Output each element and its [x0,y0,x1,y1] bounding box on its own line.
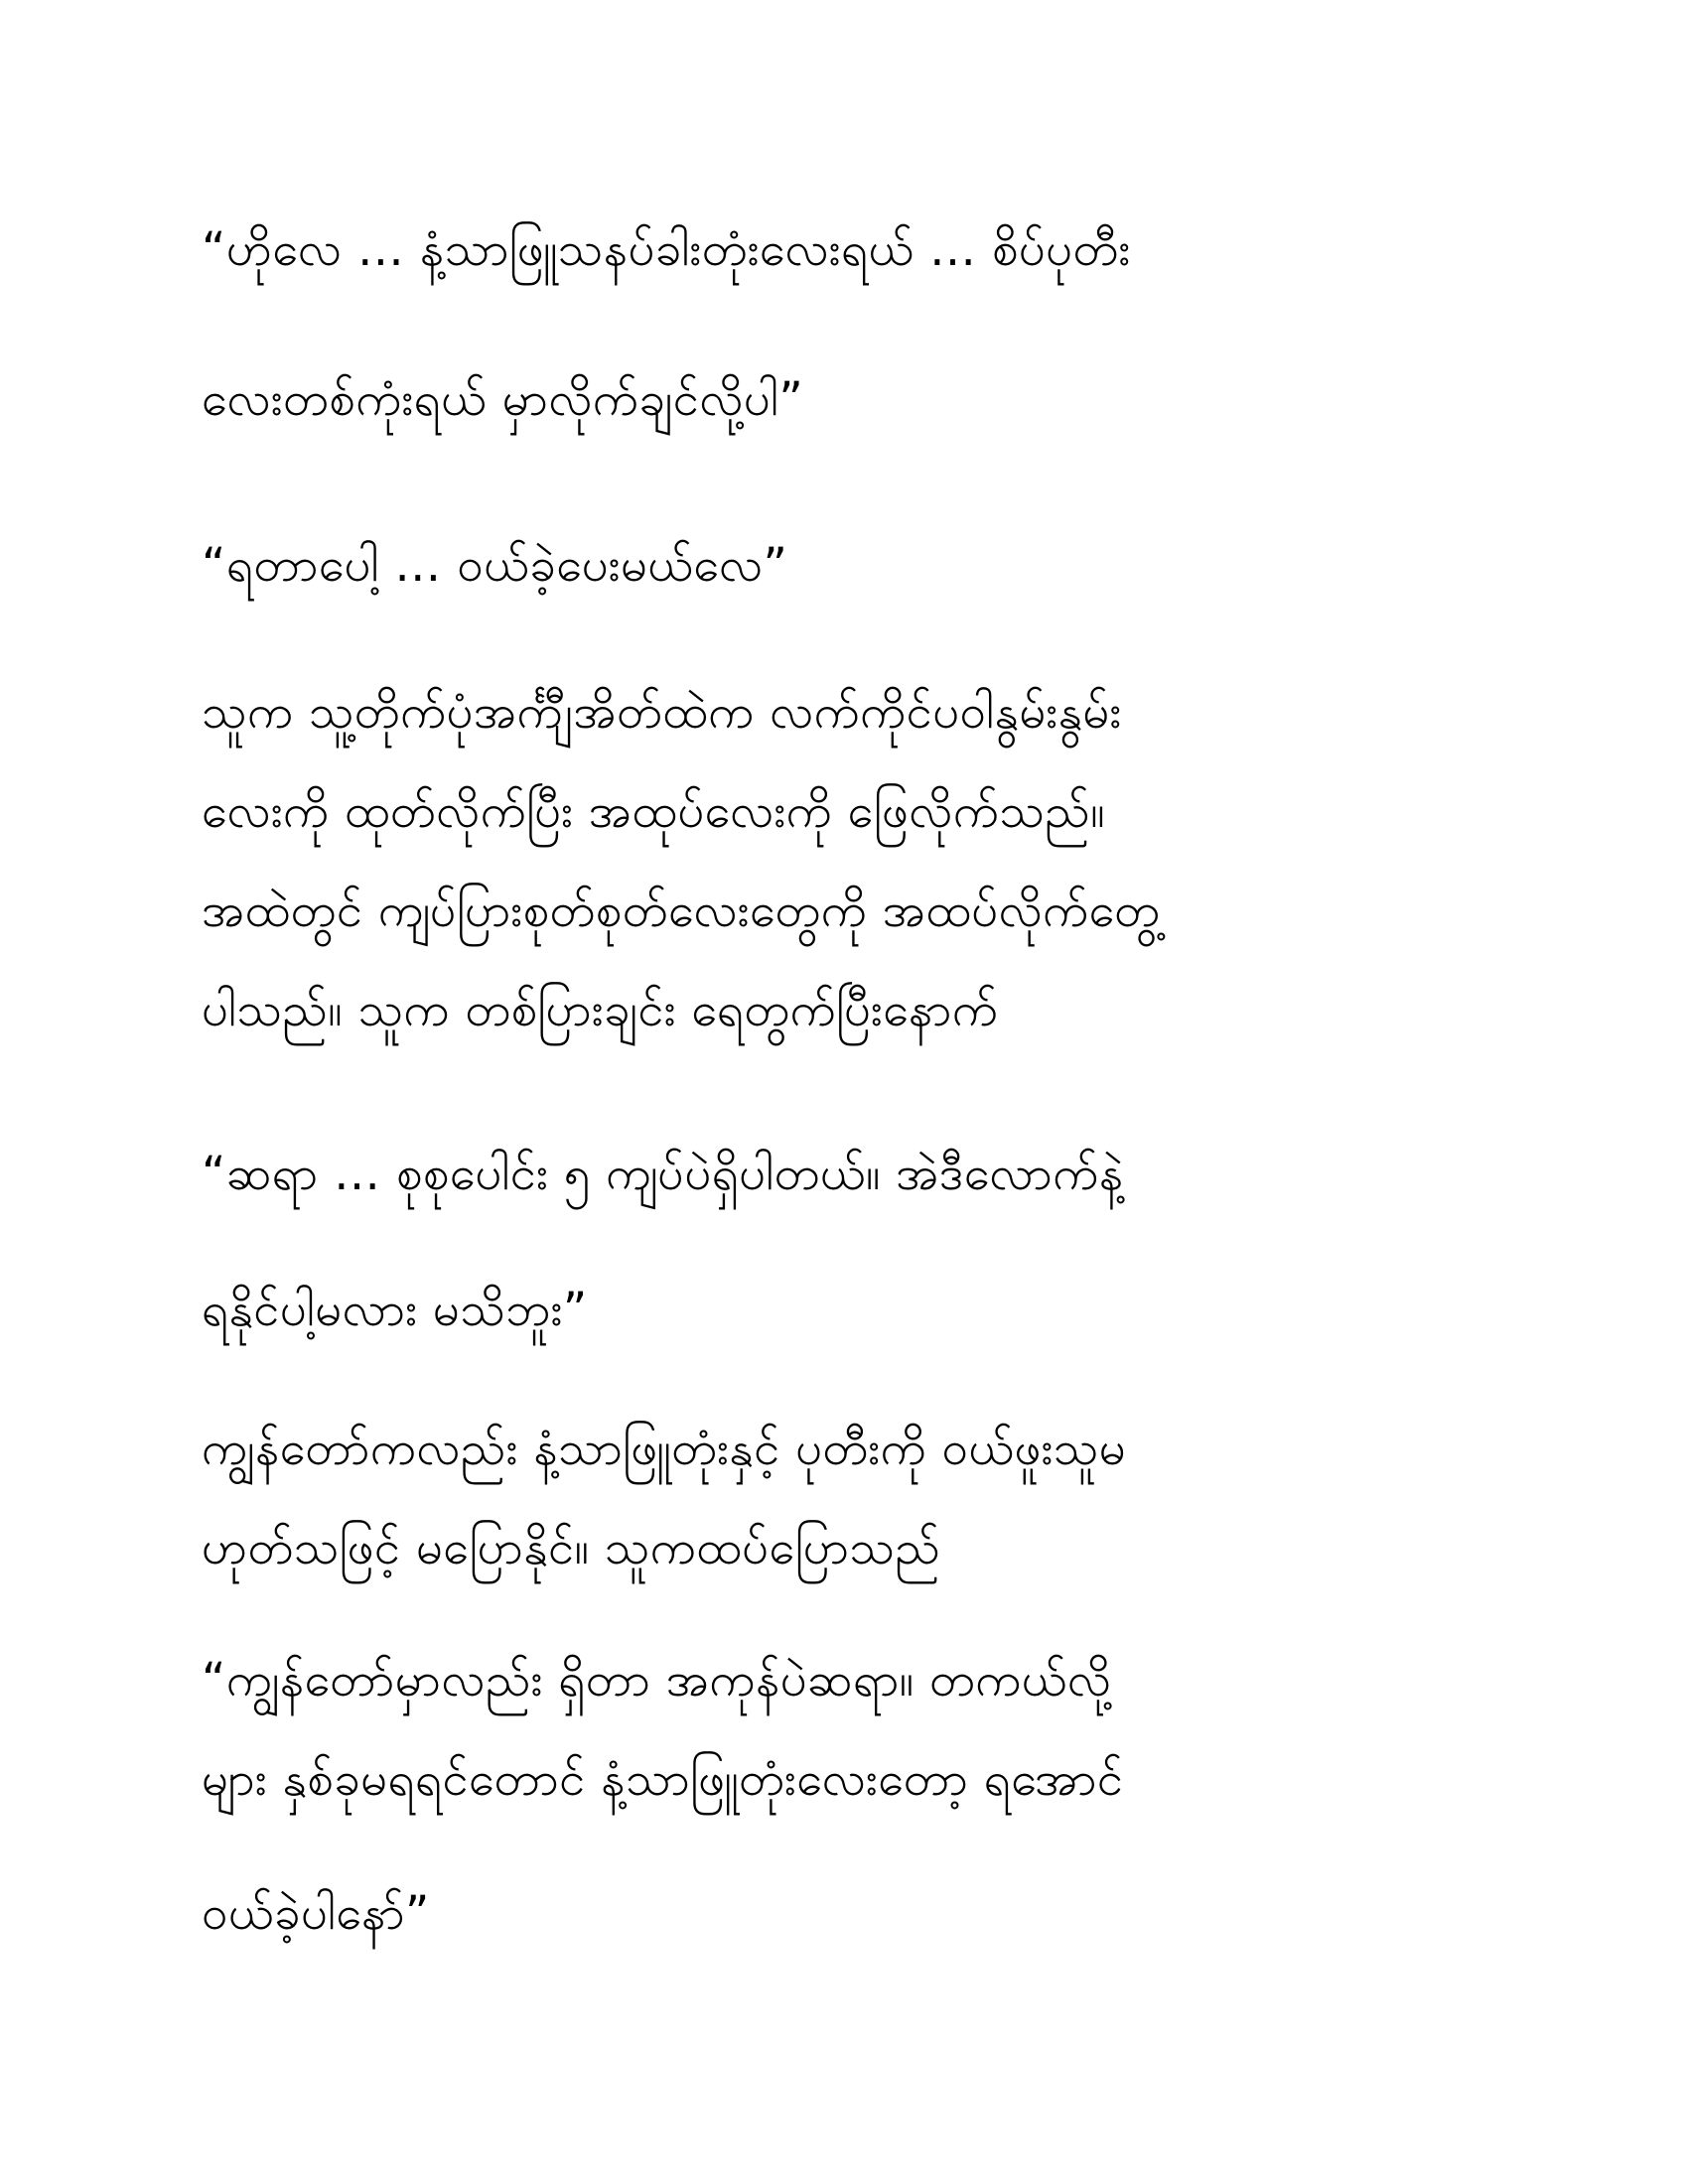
text-line: “ဆရာ … စုစုပေါင်း ၅ ကျပ်ပဲရှိပါတယ်။ အဲဒီလောက်နဲ့ [202,1147,1124,1201]
text-line: ဝယ်ခဲ့ပါနော်” [202,1886,430,1941]
text-line: “ကျွန်တော်မှာလည်း ရှိတာ အကုန်ပဲဆရာ။ တကယ်လို့ [202,1653,1112,1707]
text-line: ကျွန်တော်ကလည်း နံ့သာဖြူတုံးနှင့် ပုတီးကို ဝယ်ဖူးသူမ [202,1422,1127,1476]
text-line: “ရတာပေါ့ … ဝယ်ခဲ့ပေးမယ်လေ” [202,538,788,593]
text-line: အထဲတွင် ကျပ်ပြားစုတ်စုတ်လေးတွေကို အထပ်လိုက်တွေ့ [202,884,1161,938]
text-line: ရနိုင်ပါ့မလား မသိဘူး” [202,1283,588,1337]
text-line: လေးကို ထုတ်လိုက်ပြီး အထုပ်လေးကို ဖြေလိုက်သည်။ [202,784,1105,839]
text-line: ပါသည်။ သူက တစ်ပြားချင်း ရေတွက်ပြီးနောက် [202,983,999,1037]
text-line: သူက သူ့တိုက်ပုံအင်္ကျီအိတ်ထဲက လက်ကိုင်ပဝါနွမ်းနွမ်း [202,685,1122,740]
text-line: များ နှစ်ခုမရရင်တောင် နံ့သာဖြူတုံးလေးတော့ ရအောင် [202,1752,1124,1807]
text-line: ဟုတ်သဖြင့် မပြောနိုင်။ သူကထပ်ပြောသည် [202,1521,941,1575]
text-line: လေးတစ်ကုံးရယ် မှာလိုက်ချင်လို့ပါ” [202,372,804,427]
text-line: “ဟိုလေ … နံ့သာဖြူသနပ်ခါးတုံးလေးရယ် … စိပ်ပုတီး [202,222,1131,277]
